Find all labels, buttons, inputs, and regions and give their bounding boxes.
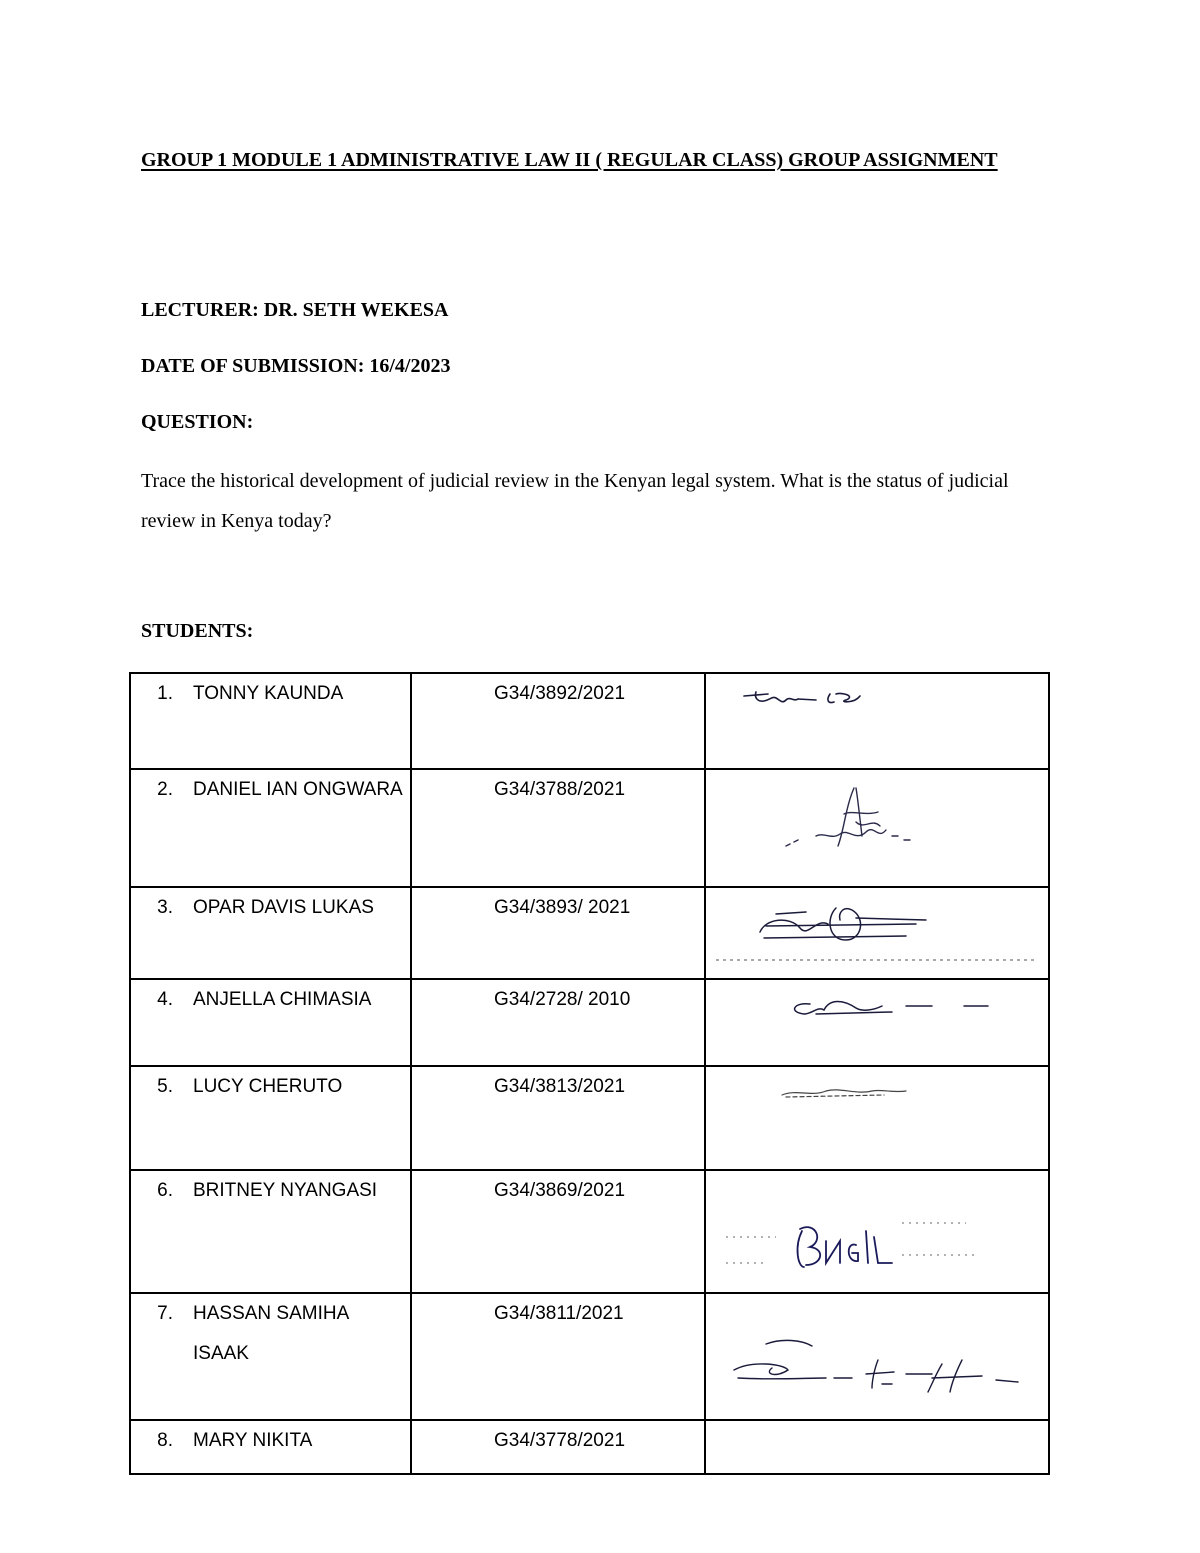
student-name: HASSAN SAMIHA ISAAK (193, 1303, 349, 1364)
table-row (130, 1293, 1049, 1420)
signature-image (706, 888, 1050, 963)
student-name-cell (130, 1293, 411, 1420)
reg-number: G34/3778/2021 (494, 1430, 626, 1451)
row-number: 1. (157, 683, 173, 704)
reg-number: G34/3893/ 2021 (494, 897, 631, 918)
reg-number-cell (411, 673, 705, 769)
reg-number-cell (411, 1293, 705, 1420)
students-heading: STUDENTS: (141, 620, 254, 642)
signature-cell (705, 887, 1049, 979)
student-name-cell (130, 1170, 411, 1293)
row-number: 5. (157, 1076, 173, 1097)
table-row (130, 1170, 1049, 1293)
signature-cell (705, 1170, 1049, 1293)
row-number: 4. (157, 989, 173, 1010)
reg-number: G34/2728/ 2010 (494, 989, 631, 1010)
reg-number-cell (411, 979, 705, 1066)
signature-image (706, 674, 1050, 753)
row-number: 2. (157, 779, 173, 800)
student-name: BRITNEY NYANGASI (193, 1180, 378, 1201)
student-name-cell (130, 769, 411, 887)
reg-number-cell (411, 1066, 705, 1170)
row-number: 7. (157, 1303, 173, 1324)
table-row (130, 1066, 1049, 1170)
student-name: DANIEL IAN ONGWARA (193, 779, 403, 800)
signature-cell (705, 673, 1049, 769)
signature-image (706, 1294, 1050, 1404)
signature-cell (705, 979, 1049, 1066)
reg-number-cell (411, 1170, 705, 1293)
student-name: TONNY KAUNDA (193, 683, 344, 704)
student-name: ANJELLA CHIMASIA (193, 989, 372, 1010)
student-name: OPAR DAVIS LUKAS (193, 897, 374, 918)
question-text: Trace the historical development of judicial review in the Kenyan legal system. What is the status of judicial review in Kenya today? (141, 470, 1009, 532)
row-number: 8. (157, 1430, 173, 1451)
reg-number: G34/3892/2021 (494, 683, 626, 704)
lecturer-line: LECTURER: DR. SETH WEKESA (141, 299, 449, 321)
table-row (130, 887, 1049, 979)
signature-cell (705, 1293, 1049, 1420)
signature-image (706, 1171, 1050, 1277)
signature-image (706, 980, 1050, 1050)
table-row (130, 979, 1049, 1066)
reg-number: G34/3813/2021 (494, 1076, 626, 1097)
table-row (130, 1420, 1049, 1474)
student-name: MARY NIKITA (193, 1430, 313, 1451)
signature-image (706, 1067, 1050, 1154)
submission-date-line: DATE OF SUBMISSION: 16/4/2023 (141, 355, 451, 377)
student-name-cell (130, 1420, 411, 1474)
table-row (130, 769, 1049, 887)
signature-image (706, 770, 1050, 871)
reg-number-cell (411, 887, 705, 979)
student-name: LUCY CHERUTO (193, 1076, 343, 1097)
reg-number: G34/3869/2021 (494, 1180, 626, 1201)
reg-number-cell (411, 769, 705, 887)
question-heading: QUESTION: (141, 411, 254, 433)
reg-number-cell (411, 1420, 705, 1474)
students-table (129, 672, 1050, 1475)
table-row (130, 673, 1049, 769)
signature-cell (705, 769, 1049, 887)
reg-number: G34/3811/2021 (494, 1303, 624, 1324)
document-title: GROUP 1 MODULE 1 ADMINISTRATIVE LAW II ( REGULAR CLASS) GROUP ASSIGNMENT (141, 149, 998, 171)
student-name-cell (130, 673, 411, 769)
row-number: 6. (157, 1180, 173, 1201)
row-number: 3. (157, 897, 173, 918)
student-name-cell (130, 887, 411, 979)
signature-cell (705, 1066, 1049, 1170)
signature-cell (705, 1420, 1049, 1474)
student-name-cell (130, 1066, 411, 1170)
student-name-cell (130, 979, 411, 1066)
reg-number: G34/3788/2021 (494, 779, 626, 800)
